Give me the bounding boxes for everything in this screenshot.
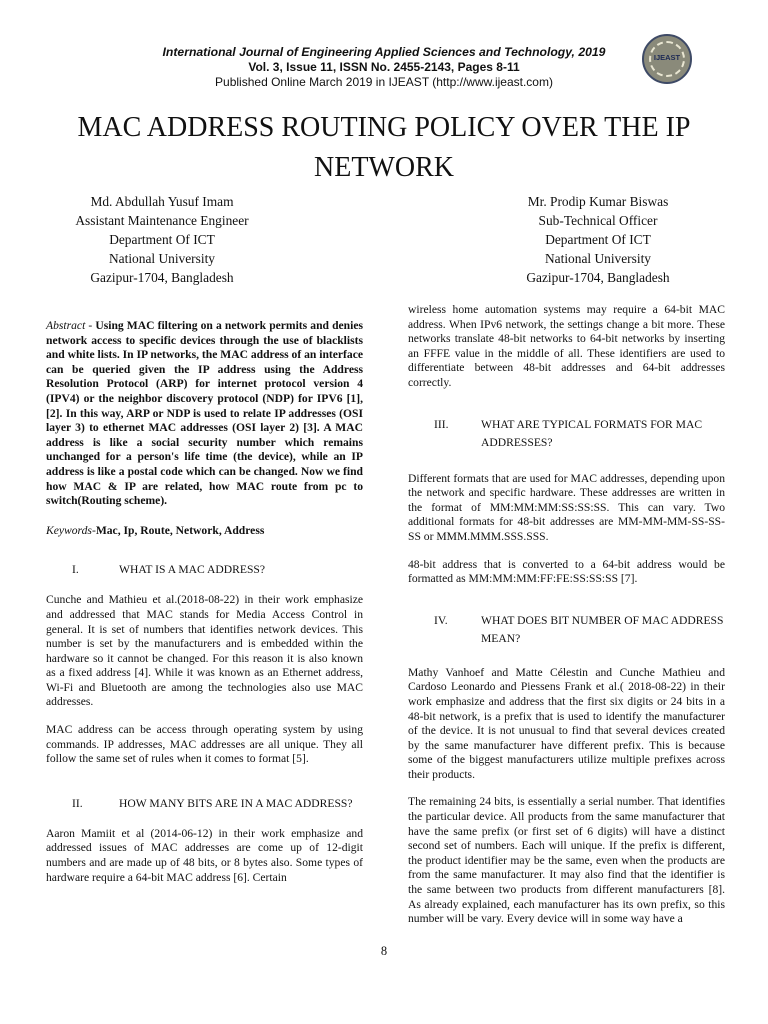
author-institution: National University (545, 251, 651, 266)
page-number: 8 (380, 944, 388, 958)
author-name: Md. Abdullah Yusuf Imam (90, 194, 234, 209)
author-role: Assistant Maintenance Engineer (75, 213, 249, 228)
section-title: WHAT DOES BIT NUMBER OF MAC ADDRESS MEAN? (481, 613, 724, 645)
section-number: I. (72, 563, 79, 577)
paragraph: Aaron Mamiit et al (2014-06-12) in their work emphasize and addressed issues of MAC addresses are come up of 12-digit numbers and are made up of 48 bits, or 8 bytes also. Some types of hardware require a 64-bit MAC address [6]. Certain (46, 826, 363, 884)
paragraph: wireless home automation systems may require a 64-bit MAC address. When IPv6 network, the settings change a bit more. These networks translate 48-bit networks to 64-bit networks by inserting an FFFE value in the middle of all. These identifiers are used to differentiate between 48-bit addresses and 64-bit addresses correctly. (408, 303, 725, 389)
section-heading-1 (46, 561, 363, 579)
author-dept: Department Of ICT (109, 232, 215, 247)
abstract (46, 319, 363, 509)
section-title: HOW MANY BITS ARE IN A MAC ADDRESS? (119, 796, 353, 810)
author-location: Gazipur-1704, Bangladesh (90, 270, 234, 285)
logo-text: IJEAST (653, 53, 681, 62)
keywords (46, 524, 363, 539)
keywords-label: Keywords- (46, 523, 96, 537)
author-role: Sub-Technical Officer (538, 213, 658, 228)
journal-name: International Journal of Engineering Applied Sciences and Technology, 2019 (162, 45, 606, 59)
author-dept: Department Of ICT (545, 232, 651, 247)
section-number: II. (72, 796, 83, 810)
paragraph: 48-bit address that is converted to a 64-bit address would be formatted as MM:MM:MM:FF:FE:SS:SS:SS [7]. (408, 557, 725, 586)
paragraph: MAC address can be access through operating system by using commands. IP addresses, MAC addresses are all unique. They all follow the same set of rules when it comes to format [5]. (46, 723, 363, 766)
author-block-2 (468, 192, 728, 287)
paper-title: MAC ADDRESS ROUTING POLICY OVER THE IP NETWORK (77, 112, 691, 183)
paragraph: Mathy Vanhoef and Matte Célestin and Cunche Mathieu and Cardoso Leonardo and Piessens Frank et al.( 2018-08-22) in their work emphasize and address that the first six digits or 24 bits in a 48-bit network, is a prefix that is used to identify the manufacturer of the device. It is not unusual to find that several devices created by the same manufacturer have different prefix. This is because some of the biggest manufacturers utilize multiple prefixes across their products. (408, 665, 725, 781)
paragraph: Cunche and Mathieu et al.(2018-08-22) in their work emphasize and addressed that MAC stands for Media Access Control in general. It is set of numbers that identifies network devices. This number is set by the manufacturers and is embedded within the hardware so it cannot be changed. For this reason it is also known as a fixed address [4]. While it was known as an Ethernet address, Wi-Fi and Bluetooth are among the technologies also use MAC addresses. (46, 593, 363, 709)
author-institution: National University (109, 251, 215, 266)
journal-volume: Vol. 3, Issue 11, ISSN No. 2455-2143, Pages 8-11 (248, 60, 520, 74)
paragraph: Different formats that are used for MAC addresses, depending upon the network and specific hardware. These addresses are written in the format of MM:MM:MM:SS:SS:SS. This can vary. Two additional formats for 48-bit addresses are MM-MM-MM-SS-SS-SS or MMM.MMM.SSS.SSS. (408, 471, 725, 543)
keywords-text: Mac, Ip, Route, Network, Address (95, 523, 265, 537)
abstract-text: Using MAC filtering on a network permits and denies network access to specific devices through the use of blacklists and white lists. In IP networks, the MAC address of an interface can be queried given the IP address using the Address Resolution Protocol (ARP) for internet protocol version 4 (IPV4) or the neighbor discovery protocol (NDP) for IPV6 [1],[2]. In this way, ARP or NDP is used to relate IP addresses (OSI layer 3) to ethernet MAC addresses (OSI layer 2) [3]. A MAC address is like a social security number which remains unchanged for a person's life time (the device), while an IP address is like a postal code which can be changed. Now we find how MAC & IP are related, how MAC route from pc to switch(Routing scheme). (46, 319, 364, 508)
section-title: WHAT ARE TYPICAL FORMATS FOR MAC ADDRESSES? (481, 417, 703, 449)
abstract-label: Abstract - (46, 319, 96, 332)
journal-logo (642, 34, 692, 84)
author-location: Gazipur-1704, Bangladesh (526, 270, 670, 285)
section-heading-2 (46, 795, 363, 813)
section-heading-3 (408, 416, 725, 452)
left-column (46, 319, 363, 885)
journal-published: Published Online March 2019 in IJEAST (http://www.ijeast.com) (215, 75, 553, 89)
section-heading-4 (408, 612, 725, 648)
author-block-1 (32, 192, 292, 287)
paragraph: The remaining 24 bits, is essentially a serial number. That identifies the particular device. All products from the same manufacturer that have the same prefix (or first set of 6 digits) will have a distinct second set of numbers. Each will unique. If the prefix is different, the product identifier may be the same, even when the products are from the same manufacturer. It may also find that the identifier is the same between two products from different manufacturers [8]. As already explained, each manufacturer has its own prefix, so this number will be vary. Every device will in some way have a (408, 795, 725, 926)
section-number: IV. (434, 613, 448, 627)
section-title: WHAT IS A MAC ADDRESS? (119, 563, 266, 577)
right-column (408, 303, 725, 927)
author-name: Mr. Prodip Kumar Biswas (527, 194, 669, 209)
section-number: III. (434, 417, 449, 431)
